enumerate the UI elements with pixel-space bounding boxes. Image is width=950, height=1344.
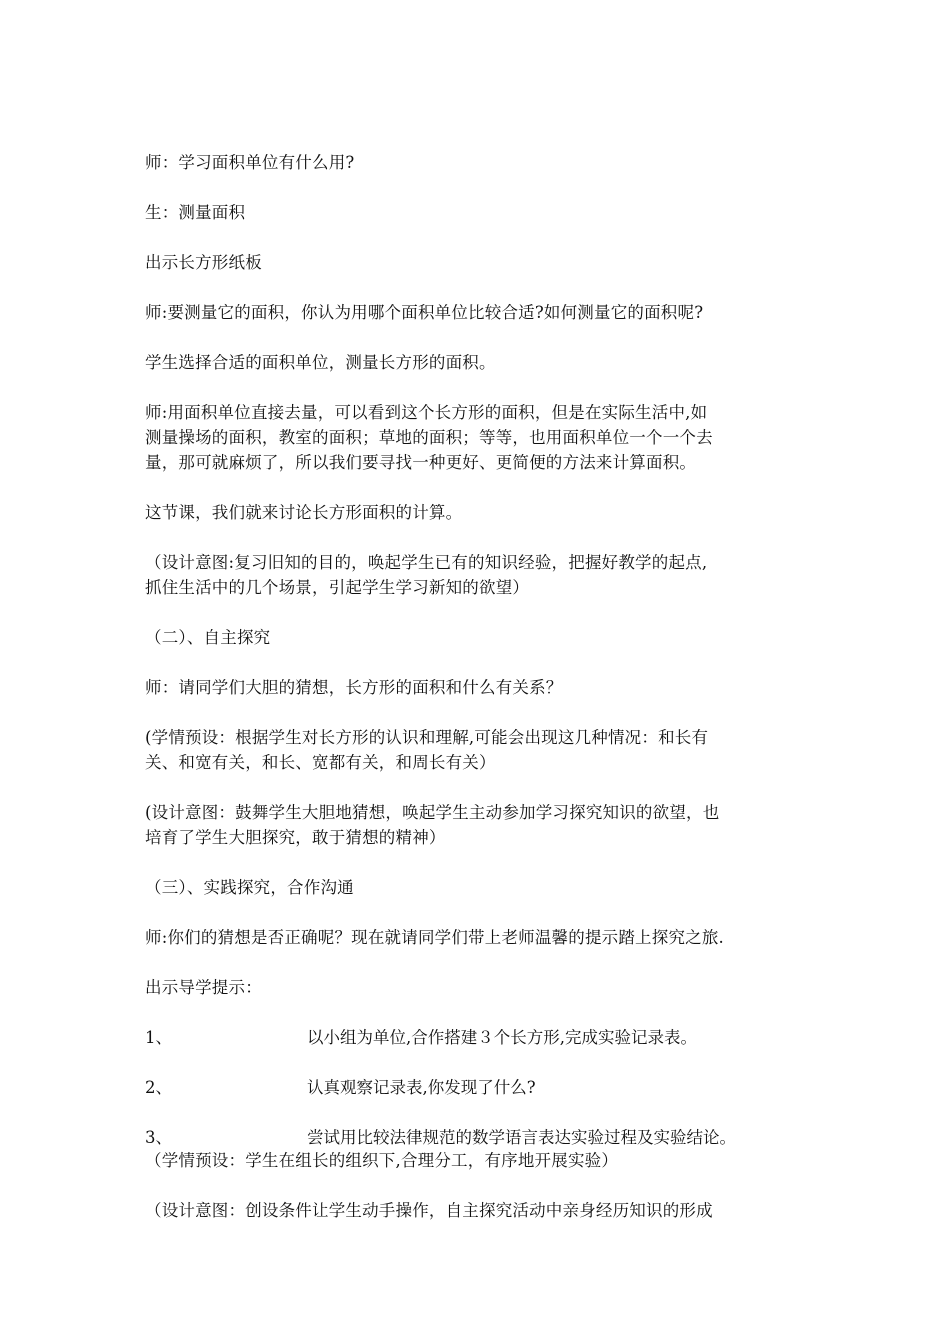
list-item-text: 以小组为单位,合作搭建３个长方形,完成实验记录表。 [307, 1028, 697, 1047]
paragraph-design-intent-1-line1: （设计意图:复习旧知的目的，唤起学生已有的知识经验，把握好教学的起点, [145, 553, 708, 572]
list-item-text: 尝试用比较法律规范的数学语言表达实验过程及实验结论。 [307, 1128, 736, 1147]
paragraph-student-choose: 学生选择合适的面积单位，测量长方形的面积。 [145, 353, 496, 372]
list-item-text: 认真观察记录表,你发现了什么? [307, 1078, 536, 1097]
paragraph-design-intent-2-line1: (设计意图：鼓舞学生大胆地猜想，唤起学生主动参加学习探究知识的欲望，也 [145, 803, 720, 822]
paragraph-student-preset-2: （学情预设：学生在组长的组织下,合理分工，有序地开展实验） [145, 1151, 619, 1170]
paragraph-lesson-intro: 这节课，我们就来讨论长方形面积的计算。 [145, 503, 463, 522]
paragraph-show-board: 出示长方形纸板 [145, 253, 262, 272]
paragraph-design-intent-1-line2: 抓住生活中的几个场景，引起学生学习新知的欲望） [145, 578, 530, 597]
paragraph-teacher-question: 师：学习面积单位有什么用? [145, 153, 355, 172]
section-heading-practice: （三）、实践探究，合作沟通 [145, 878, 354, 897]
list-item-number: 3、 [145, 1128, 172, 1147]
paragraph-teacher-measure: 师:要测量它的面积，你认为用哪个面积单位比较合适?如何测量它的面积呢? [145, 303, 704, 322]
paragraph-student-preset-line2: 关、和宽有关，和长、宽都有关，和周长有关） [145, 753, 496, 772]
list-item-number: 2、 [145, 1078, 172, 1097]
paragraph-student-answer: 生：测量面积 [145, 203, 246, 222]
paragraph-teacher-explain-line1: 师:用面积单位直接去量，可以看到这个长方形的面积，但是在实际生活中,如 [145, 403, 708, 422]
list-item-number: 1、 [145, 1028, 172, 1047]
paragraph-teacher-verify: 师:你们的猜想是否正确呢？现在就请同学们带上老师温馨的提示踏上探究之旅. [145, 928, 725, 947]
paragraph-teacher-guess: 师：请同学们大胆的猜想，长方形的面积和什么有关系？ [145, 678, 563, 697]
paragraph-show-tips: 出示导学提示： [145, 978, 262, 997]
paragraph-teacher-explain-line3: 量，那可就麻烦了，所以我们要寻找一种更好、更简便的方法来计算面积。 [145, 453, 697, 472]
paragraph-design-intent-2-line2: 培育了学生大胆探究，敢于猜想的精神） [145, 828, 446, 847]
paragraph-student-preset-line1: (学情预设：根据学生对长方形的认识和理解,可能会出现这几种情况：和长有 [145, 728, 709, 747]
section-heading-self-explore: （二）、自主探究 [145, 628, 271, 647]
paragraph-design-intent-3: （设计意图：创设条件让学生动手操作，自主探究活动中亲身经历知识的形成 [145, 1201, 713, 1220]
paragraph-teacher-explain-line2: 测量操场的面积，教室的面积；草地的面积；等等，也用面积单位一个一个去 [145, 428, 713, 447]
